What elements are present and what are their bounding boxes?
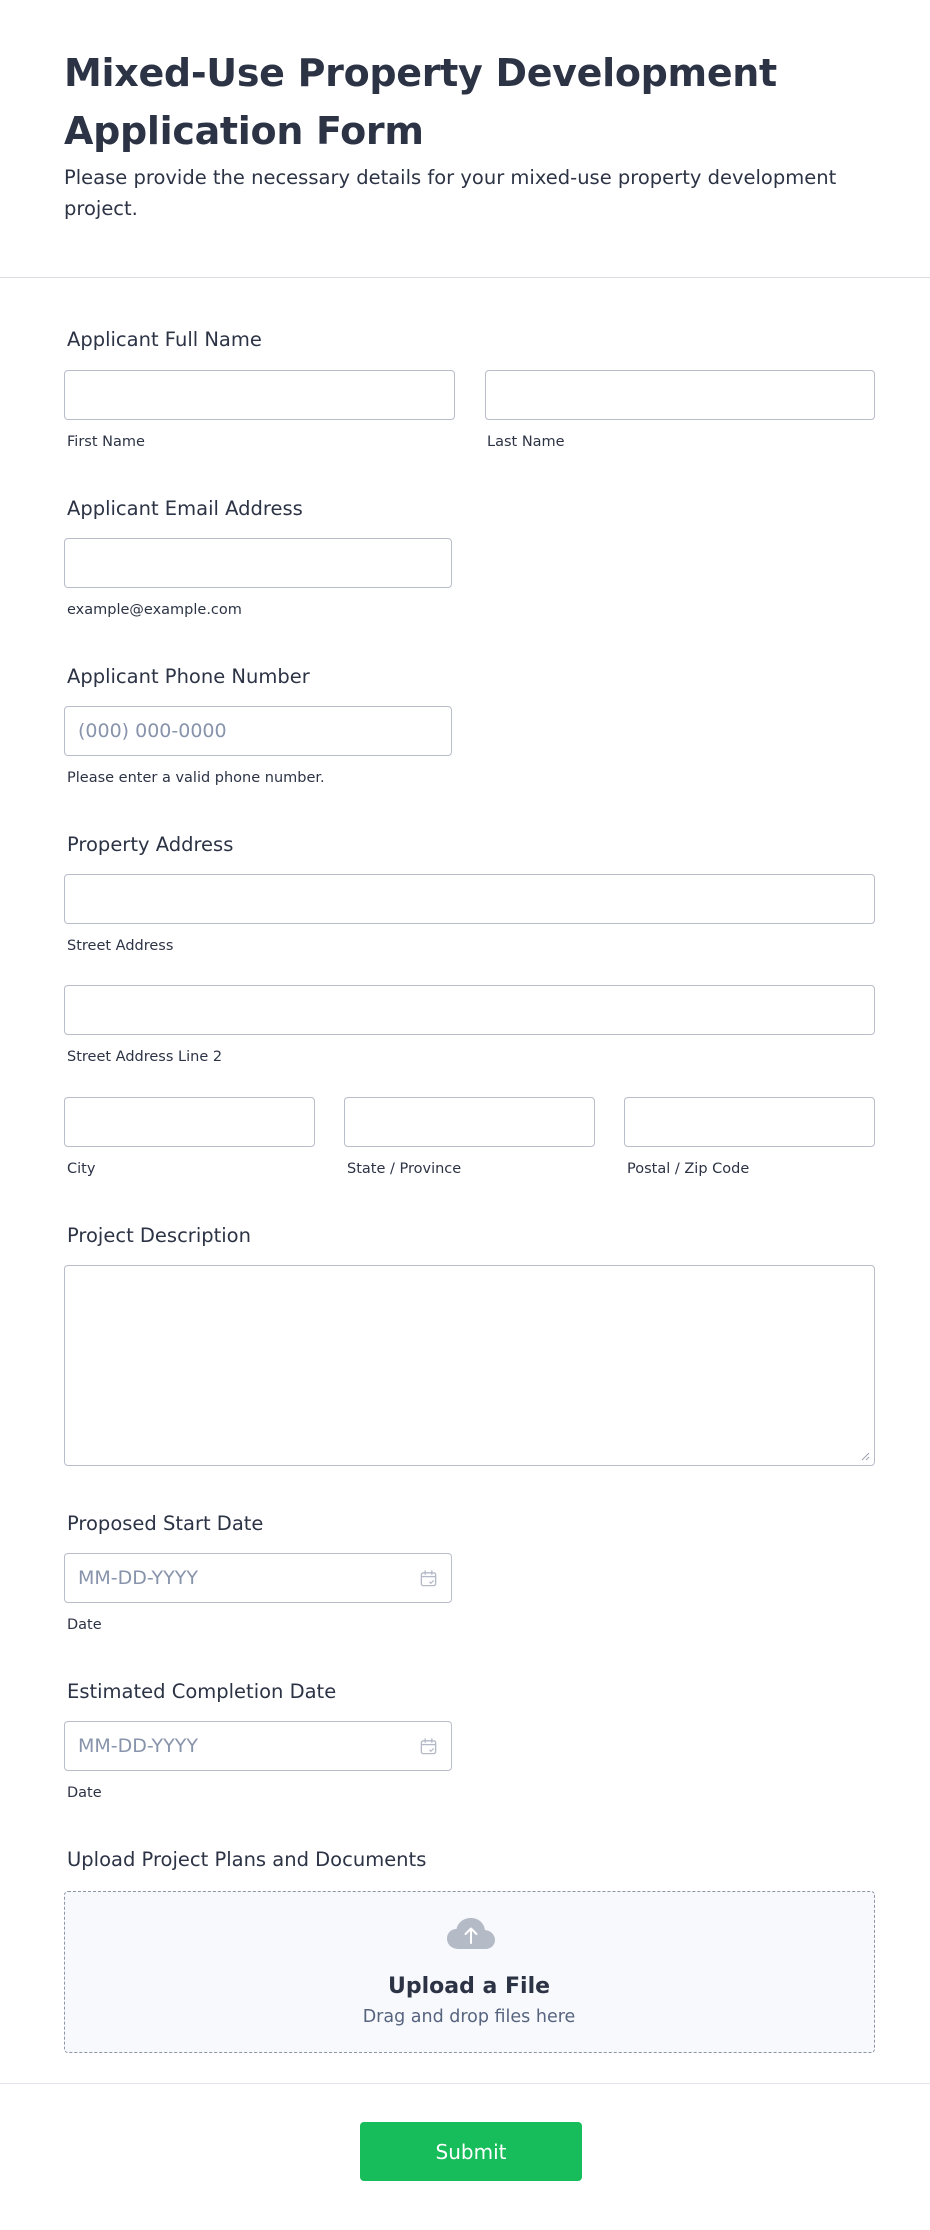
city-sublabel: City (67, 1161, 96, 1177)
email-sublabel: example@example.com (67, 602, 242, 618)
start-date-placeholder: MM-DD-YYYY (78, 1567, 198, 1589)
calendar-icon[interactable] (419, 1737, 438, 1756)
zip-sublabel: Postal / Zip Code (627, 1161, 750, 1177)
phone-input[interactable] (64, 706, 452, 756)
phone-placeholder: (000) 000-0000 (78, 720, 227, 742)
email-label: Applicant Email Address (67, 497, 303, 520)
resize-handle-icon[interactable] (860, 1451, 870, 1461)
last-name-sublabel: Last Name (487, 434, 565, 450)
state-input[interactable] (344, 1097, 595, 1147)
file-upload-dropzone[interactable] (64, 1891, 875, 2053)
state-sublabel: State / Province (347, 1161, 462, 1177)
completion-date-placeholder: MM-DD-YYYY (78, 1735, 198, 1757)
phone-sublabel: Please enter a valid phone number. (67, 770, 325, 786)
project-description-textarea[interactable] (64, 1265, 875, 1466)
upload-label: Upload Project Plans and Documents (67, 1848, 427, 1871)
start-date-sublabel: Date (67, 1617, 102, 1633)
completion-date-label: Estimated Completion Date (67, 1680, 337, 1703)
start-date-label: Proposed Start Date (67, 1512, 264, 1535)
phone-label: Applicant Phone Number (67, 665, 310, 688)
street-address-input[interactable] (64, 874, 875, 924)
zip-input[interactable] (624, 1097, 875, 1147)
street-address-line2-sublabel: Street Address Line 2 (67, 1049, 223, 1065)
calendar-icon[interactable] (419, 1569, 438, 1588)
cloud-upload-icon (446, 1916, 496, 1952)
street-address-sublabel: Street Address (67, 938, 174, 954)
project-description-label: Project Description (67, 1224, 251, 1247)
submit-button[interactable]: Submit (360, 2122, 582, 2181)
street-address-line2-input[interactable] (64, 985, 875, 1035)
upload-subtitle: Drag and drop files here (362, 2007, 576, 2027)
first-name-input[interactable] (64, 370, 455, 420)
form-description: Please provide the necessary details for your mixed-use property development project. (64, 166, 837, 220)
footer-divider (0, 2083, 930, 2084)
completion-date-input[interactable] (64, 1721, 452, 1771)
completion-date-sublabel: Date (67, 1785, 102, 1801)
last-name-input[interactable] (485, 370, 875, 420)
start-date-input[interactable] (64, 1553, 452, 1603)
email-input[interactable] (64, 538, 452, 588)
upload-title: Upload a File (387, 1974, 551, 1999)
full-name-label: Applicant Full Name (67, 328, 262, 351)
first-name-sublabel: First Name (67, 434, 145, 450)
form-header (0, 0, 930, 278)
form-title: Mixed-Use Property Development Application Form (64, 51, 777, 153)
city-input[interactable] (64, 1097, 315, 1147)
address-label: Property Address (67, 833, 234, 856)
